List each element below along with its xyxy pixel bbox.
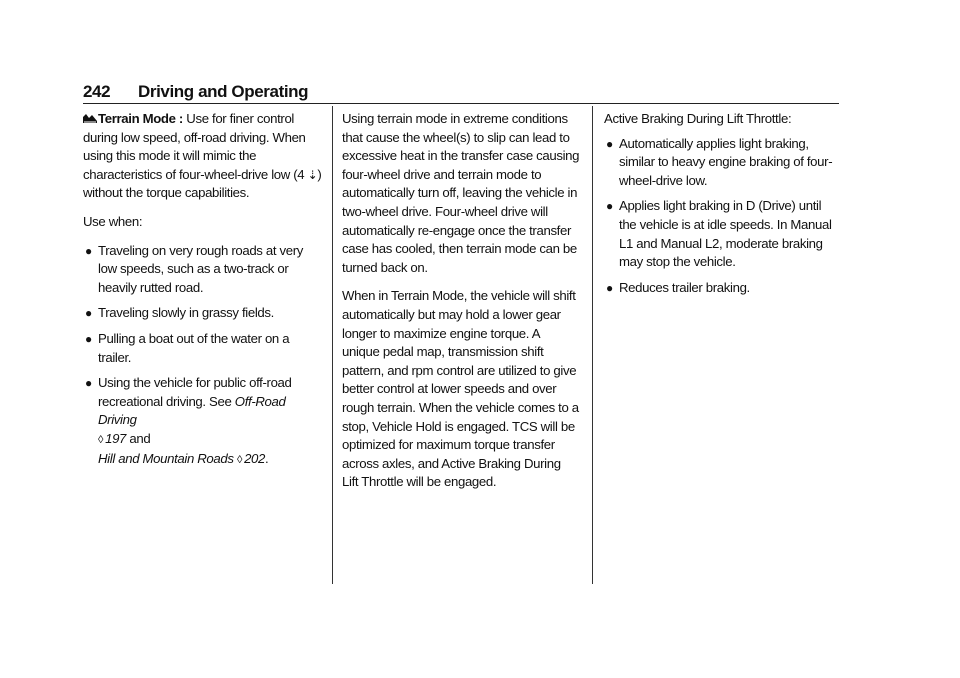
xref-page-202[interactable]: 202 [244,450,266,466]
list-item [83,374,325,469]
list-item: ● Pulling a boat out of the water on a trailer. [85,330,290,365]
section-title: Driving and Operating [138,82,309,101]
terrain-mode-behavior-paragraph: When in Terrain Mode, the vehicle will shift automatically but may hold a lower gear longer to maximize engine torque. A unique pedal map, transmission shift pattern, and rpm control are utilized to give better control at lower speeds and over rough terrain. When the vehicle comes to a stop, Vehicle Hold is engaged. TCS will be optimized for maximum torque transfer across axles, and Active Braking During Lift Throttle will be engaged. [342,288,579,490]
period-text: . [265,450,269,466]
active-braking-heading: Active Braking During Lift Throttle: [604,111,792,126]
column-divider-left [332,106,333,584]
column-3 [604,110,840,304]
and-text: and [126,430,151,446]
bullet-icon: ● [606,136,613,151]
terrain-mode-desc-1: Use for finer control during low speed, off-road driving. When using this mode it will mimic the characteristics of four-wheel-drive low (4 [83,111,308,182]
page-number: 242 [83,82,111,101]
xref-link-hill-mountain-roads[interactable]: Hill and Mountain Roads [98,450,234,466]
xref-link-off-road-driving[interactable]: Off-Road Driving [98,393,286,428]
use-when-list [83,242,325,470]
use-when-label: Use when: [83,213,143,229]
list-item: ● Automatically applies light braking, similar to heavy engine braking of four-wheel-drive low. [606,135,833,188]
column-divider-right [592,106,593,584]
list-item-text: Using the vehicle for public off-road recreational driving. See [98,375,292,409]
header-rule [83,103,839,104]
terrain-mode-desc-2: ) without the torque capabilities. [83,166,322,201]
bullet-icon: ● [606,280,613,295]
bullet-icon: ● [85,306,92,321]
bullet-icon: ● [606,199,613,214]
bullet-icon: ● [85,376,92,391]
terrain-mode-caution-paragraph: Using terrain mode in extreme conditions that cause the wheel(s) to slip can lead to excessive heat in the transfer case causing four-wheel drive and terrain mode to automatically turn off, leaving the vehicle in two-wheel drive. Four-wheel drive will automatically re-engage once the transfer case has cooled, then terrain mode can be turned back on. [342,111,580,275]
active-braking-list [604,135,840,298]
terrain-mode-term: Terrain Mode : [98,111,183,126]
list-item: ● Applies light braking in D (Drive) until the vehicle is at idle speeds. In Manual L1 and Manual L2, moderate braking may stop the vehicle. [606,198,832,270]
page-header [83,82,839,104]
column-1 [83,110,325,476]
xref-page-197[interactable]: 197 [105,430,127,446]
xref-icon: ◊ [236,453,243,466]
column-2 [342,110,580,502]
four-low-arrow-icon: ⇣ [307,167,318,182]
list-item: ● Traveling slowly in grassy fields. [83,304,325,323]
bullet-icon: ● [85,243,92,258]
list-item: ● Reduces trailer braking. [604,279,840,298]
bullet-icon: ● [85,331,92,346]
list-item: ● Traveling on very rough roads at very low speeds, such as a two-track or heavily rutted road. [85,242,303,295]
xref-icon: ◊ [98,433,104,446]
terrain-mode-paragraph [83,110,325,203]
terrain-mode-icon [83,111,97,123]
